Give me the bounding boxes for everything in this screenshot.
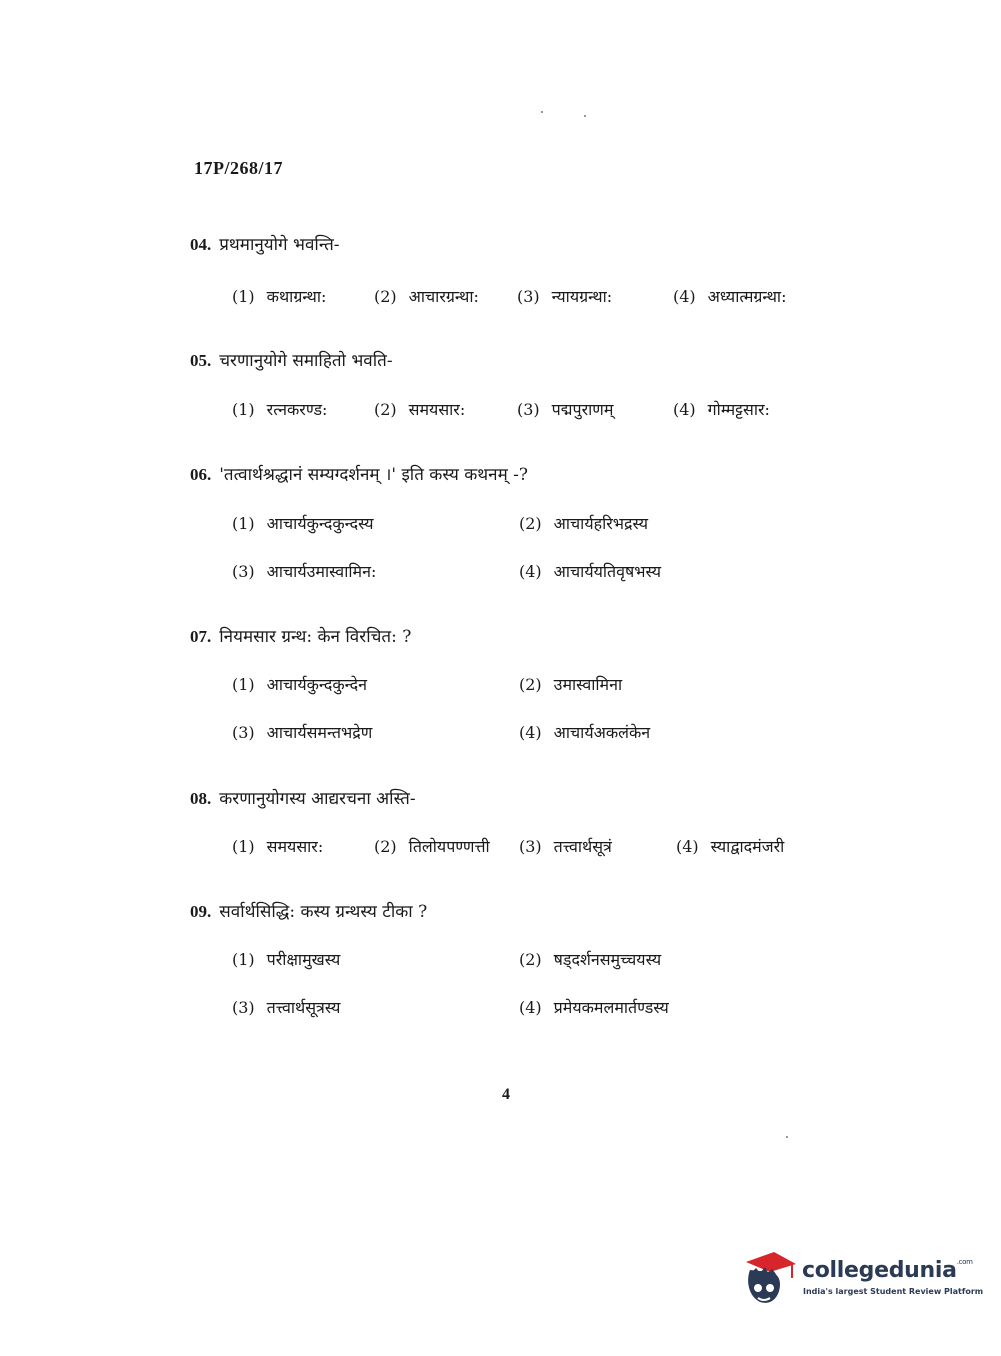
option-number: (4) — [676, 837, 699, 856]
option-number: (2) — [374, 287, 397, 306]
question-number: 08. — [190, 789, 212, 808]
option-number: (1) — [232, 950, 255, 969]
brand-suffix: .com — [956, 1258, 973, 1266]
option-number: (4) — [519, 723, 542, 742]
question-text: नियमसार ग्रन्थ: केन विरचित: ? — [219, 627, 412, 647]
question-08 — [190, 786, 416, 809]
question-09 — [190, 899, 427, 922]
option-text: न्यायग्रन्था: — [551, 287, 613, 306]
option — [519, 996, 669, 1018]
option-text: स्याद्वादमंजरी — [710, 837, 785, 856]
option-text: गोम्मट्टसार: — [707, 400, 770, 419]
option-number: (4) — [519, 998, 542, 1017]
option-number: (2) — [519, 675, 542, 694]
option-number: (2) — [519, 950, 542, 969]
option — [232, 398, 327, 420]
option-number: (4) — [673, 287, 696, 306]
question-text: चरणानुयोगे समाहितो भवति- — [219, 351, 393, 371]
option-text: तत्त्वार्थसूत्रस्य — [266, 998, 341, 1017]
option-number: (4) — [519, 562, 542, 581]
option-text: आचार्यसमन्तभद्रेण — [266, 723, 373, 742]
option-number: (3) — [232, 562, 255, 581]
option-text: उमास्वामिना — [553, 675, 623, 694]
option-text: रत्नकरण्ड: — [266, 400, 328, 419]
option — [676, 835, 784, 857]
question-text: सर्वार्थसिद्धि: कस्य ग्रन्थस्य टीका ? — [219, 902, 428, 922]
option-number: (2) — [374, 400, 397, 419]
option-text: तत्त्वार्थसूत्रं — [553, 837, 612, 856]
question-07 — [190, 624, 411, 647]
option — [519, 673, 622, 695]
option — [519, 560, 661, 582]
option-text: आचार्यउमास्वामिन: — [266, 562, 377, 581]
option — [519, 948, 661, 970]
option-number: (1) — [232, 514, 255, 533]
option — [232, 996, 340, 1018]
option-number: (3) — [517, 287, 540, 306]
question-text: 'तत्वार्थश्रद्धानं सम्यग्दर्शनम् ।' इति कस्य कथनम् -? — [219, 465, 529, 485]
option-number: (2) — [374, 837, 397, 856]
option — [519, 721, 650, 743]
option — [232, 948, 340, 970]
brand-text: collegedunia — [802, 1258, 957, 1283]
option — [519, 512, 648, 534]
page-number: 4 — [502, 1086, 510, 1103]
option-number: (1) — [232, 675, 255, 694]
option — [673, 285, 786, 307]
option — [232, 673, 367, 695]
scan-speck — [786, 1136, 788, 1138]
brand-name — [802, 1258, 973, 1283]
option-text: आचार्यकुन्दकुन्देन — [266, 675, 367, 694]
question-number: 05. — [190, 351, 212, 370]
option-text: आचार्यकुन्दकुन्दस्य — [266, 514, 374, 533]
option-text: पद्मपुराणम् — [551, 400, 614, 419]
option-number: (2) — [519, 514, 542, 533]
mascot-icon — [740, 1248, 798, 1308]
question-04 — [190, 232, 340, 255]
option — [519, 835, 612, 857]
question-number: 06. — [190, 465, 212, 484]
option-text: प्रमेयकमलमार्तण्डस्य — [553, 998, 669, 1017]
question-number: 07. — [190, 627, 212, 646]
option-text: आचारग्रन्था: — [408, 287, 479, 306]
option — [374, 285, 479, 307]
option-number: (3) — [517, 400, 540, 419]
question-text: प्रथमानुयोगे भवन्ति- — [219, 235, 340, 255]
option-number: (1) — [232, 287, 255, 306]
option-text: षड्दर्शनसमुच्चयस्य — [553, 950, 662, 969]
option — [673, 398, 770, 420]
option-text: कथाग्रन्था: — [266, 287, 327, 306]
option-text: आचार्ययतिवृषभस्य — [553, 562, 662, 581]
option-text: आचार्यहरिभद्रस्य — [553, 514, 649, 533]
scan-speck — [584, 115, 586, 117]
option-number: (3) — [232, 998, 255, 1017]
paper-code: 17P/268/17 — [194, 158, 283, 178]
option-number: (3) — [232, 723, 255, 742]
question-05 — [190, 348, 393, 371]
question-number: 04. — [190, 235, 212, 254]
question-06 — [190, 462, 528, 485]
question-text: करणानुयोगस्य आद्यरचना अस्ति- — [219, 789, 416, 809]
option-text: अध्यात्मग्रन्था: — [707, 287, 787, 306]
option-number: (1) — [232, 400, 255, 419]
option-number: (3) — [519, 837, 542, 856]
option-number: (1) — [232, 837, 255, 856]
option — [232, 512, 374, 534]
option-text: समयसार: — [266, 837, 324, 856]
option — [517, 285, 612, 307]
option — [232, 285, 326, 307]
option — [232, 721, 372, 743]
question-number: 09. — [190, 902, 212, 921]
option-text: परीक्षामुखस्य — [266, 950, 341, 969]
scan-speck — [541, 111, 543, 113]
option-text: आचार्यअकलंकेन — [553, 723, 651, 742]
option — [374, 398, 465, 420]
option — [232, 560, 376, 582]
option — [374, 835, 490, 857]
option-text: समयसार: — [408, 400, 466, 419]
option — [517, 398, 613, 420]
collegedunia-watermark — [740, 1248, 984, 1308]
brand-tagline: India's largest Student Review Platform — [803, 1287, 984, 1296]
option-number: (4) — [673, 400, 696, 419]
option-text: तिलोयपण्णत्ती — [408, 837, 490, 856]
option — [232, 835, 323, 857]
